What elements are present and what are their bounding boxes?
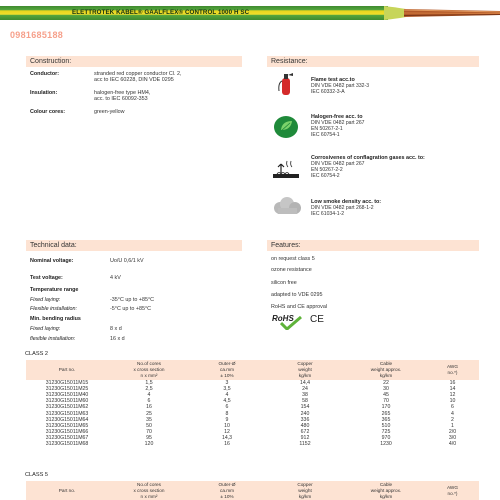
features-heading: Features: xyxy=(267,240,479,251)
table-cell: 31230G15011M65 xyxy=(45,422,89,429)
phone-number: 0981685188 xyxy=(10,30,64,40)
table-cell: 35 xyxy=(146,416,152,423)
halogen-free-title: Halogen-free acc. to xyxy=(311,114,363,120)
table-cell: 2 xyxy=(451,416,454,423)
table-cell: 1230 xyxy=(380,440,392,447)
ce-mark: CE xyxy=(310,314,324,325)
table-cell: 95 xyxy=(146,434,152,441)
feature-item: on request class 5 xyxy=(271,256,315,262)
table-cell: 1152 xyxy=(299,440,311,447)
colour-cores-label: Colour cores: xyxy=(30,109,66,115)
feature-item: silicon free xyxy=(271,280,297,286)
table-cell: 365 xyxy=(381,416,391,423)
table-row xyxy=(26,441,479,447)
table-cell: 14 xyxy=(449,386,456,393)
table-cell: 6 xyxy=(147,398,151,405)
cable-print-text: ELETTROTEK KABEL® GAALFLEX® CONTROL 1000 H SC xyxy=(72,9,250,16)
table-cell: 1 xyxy=(451,422,454,429)
technical-heading: Technical data: xyxy=(26,240,242,251)
table-cell: 12 xyxy=(224,428,230,435)
corrosivenes-line-1: DIN VDE 0482 part 267 xyxy=(311,161,365,167)
table-cell: 30 xyxy=(383,386,389,393)
col-header-awg: AWG no.*) xyxy=(426,360,479,380)
table-header-row xyxy=(26,360,479,380)
table-cell: 4 xyxy=(147,392,151,399)
table-cell: 4 xyxy=(225,392,229,399)
corrosivenes-line-2: EN 50267-2-2 xyxy=(311,167,343,173)
table-cell: 240 xyxy=(300,410,310,417)
table-cell: 10 xyxy=(449,398,456,405)
table-cell: 12 xyxy=(449,392,456,399)
fixed-laying-temp-label: Fixed laying: xyxy=(30,297,61,303)
table-header-row xyxy=(26,481,479,500)
table-cell: 1,5 xyxy=(145,380,153,387)
feature-item: ozone resistance xyxy=(271,267,312,273)
feature-item: adapted to VDE 0295 xyxy=(271,292,323,298)
col-header-part-no: Part no. xyxy=(26,481,108,500)
table-cell: 70 xyxy=(383,398,389,405)
class5-title: CLASS 5 xyxy=(25,472,49,478)
table-cell: 31230G15011M64 xyxy=(45,416,89,423)
insulation-value-2: acc. to IEC 60092-353 xyxy=(94,96,148,102)
table-cell: 672 xyxy=(300,428,310,435)
table-cell: 8 xyxy=(225,410,229,417)
flexible-bend-value: 16 x d xyxy=(110,336,125,342)
conductor-label: Conductor: xyxy=(30,71,60,77)
smoke-cloud-icon xyxy=(270,196,304,216)
table-cell: 4 xyxy=(451,410,454,417)
resistance-heading: Resistance: xyxy=(267,56,479,67)
nominal-voltage-value: Uo/U 0,6/1 kV xyxy=(110,258,144,264)
halogen-free-line-1: DIN VDE 0482 part 267 xyxy=(311,120,365,126)
checkmark-icon xyxy=(280,316,302,330)
rohs-text: RoHS xyxy=(272,314,294,323)
col-header-cores: No.of cores x cross section n x mm² xyxy=(108,481,190,500)
table-cell: 2/0 xyxy=(448,428,457,435)
flexible-temp-value: -5°C up to +85°C xyxy=(110,306,152,312)
table-cell: 50 xyxy=(146,422,152,429)
col-header-copper-weight: Copper weight kg/km xyxy=(264,481,346,500)
col-header-cable-weight: Cable weight approx. kg/km xyxy=(346,360,426,380)
insulation-value-1: halogen-free type HM4, xyxy=(94,90,151,96)
table-cell: 170 xyxy=(381,404,391,411)
fixed-laying-bend-label: Fixed laying: xyxy=(30,326,61,332)
table-cell: 3 xyxy=(225,380,229,387)
cable-banner xyxy=(0,0,500,26)
nominal-voltage-label: Nominal voltage: xyxy=(30,258,74,264)
table-cell: 31230G15011M15 xyxy=(45,380,89,387)
low-smoke-line-1: DIN VDE 0482 part 268-1-2 xyxy=(311,205,374,211)
table-cell: 336 xyxy=(300,416,310,423)
table-cell: 14,3 xyxy=(221,434,233,441)
col-header-outer-diameter: Outer-Ø ca.mm ± 10% xyxy=(190,360,264,380)
fixed-laying-temp-value: -35°C up to +85°C xyxy=(110,297,155,303)
table-cell: 120 xyxy=(144,440,154,447)
feature-item: RoHS and CE approval xyxy=(271,304,328,310)
low-smoke-line-2: IEC 61034-1-2 xyxy=(311,211,345,217)
table-cell: 265 xyxy=(381,410,391,417)
table-cell: 510 xyxy=(381,422,391,429)
table-cell: 31230G15011M66 xyxy=(45,428,89,435)
table-cell: 154 xyxy=(300,404,310,411)
table-cell: 6 xyxy=(225,404,229,411)
copper-conductor-icon xyxy=(384,5,500,21)
table-cell: 725 xyxy=(381,428,391,435)
table-cell: 14,4 xyxy=(299,380,311,387)
col-header-awg: AWG no.*) xyxy=(426,481,479,500)
table-cell: 24 xyxy=(302,386,308,393)
rohs-logo xyxy=(272,313,302,329)
fire-extinguisher-icon xyxy=(276,71,296,97)
corrosivenes-line-3: IEC 60754-2 xyxy=(311,173,340,179)
class2-table xyxy=(26,360,479,447)
table-cell: 3,5 xyxy=(223,386,231,393)
corrosion-icon xyxy=(271,158,301,180)
table-cell: 31230G15011M67 xyxy=(45,434,89,441)
table-cell: 25 xyxy=(146,410,152,417)
table-cell: 912 xyxy=(300,434,310,441)
table-cell: 45 xyxy=(383,392,389,399)
bending-radius-heading: Min. bending radius xyxy=(30,316,81,322)
table-cell: 31230G15011M40 xyxy=(45,392,89,399)
table-cell: 4,5 xyxy=(223,398,231,405)
test-voltage-label: Test voltage: xyxy=(30,275,63,281)
table-cell: 2,5 xyxy=(145,386,153,393)
table-cell: 6 xyxy=(451,404,454,411)
col-header-outer-diameter: Outer-Ø ca.mm ± 10% xyxy=(190,481,264,500)
corrosivenes-title: Corrosivenes of conflagration gases acc. to: xyxy=(311,155,425,161)
col-header-part-no: Part no. xyxy=(26,360,108,380)
table-cell: 10 xyxy=(224,422,230,429)
table-cell: 31230G15011M63 xyxy=(45,410,89,417)
col-header-cable-weight: Cable weight approx. kg/km xyxy=(346,481,426,500)
halogen-free-line-3: IEC 60754-1 xyxy=(311,132,340,138)
halogen-free-line-2: EN 50267-2-1 xyxy=(311,126,343,132)
flame-test-line-1: DIN VDE 0482 part 332-3 xyxy=(311,83,370,89)
conductor-value-2: acc to IEC 60228, DIN VDE 0295 xyxy=(94,77,174,83)
class5-table xyxy=(26,481,479,500)
temperature-range-heading: Temperature range xyxy=(30,287,79,293)
table-cell: 970 xyxy=(381,434,391,441)
insulation-label: Insulation: xyxy=(30,90,58,96)
construction-heading: Construction: xyxy=(26,56,242,67)
table-cell: 22 xyxy=(383,380,389,387)
table-cell: 480 xyxy=(300,422,310,429)
table-cell: 31230G15011M62 xyxy=(45,404,89,411)
table-cell: 70 xyxy=(146,428,152,435)
colour-cores-value: green-yellow xyxy=(94,109,125,115)
conductor-value-1: stranded red copper conductor Cl. 2, xyxy=(94,71,182,77)
table-cell: 16 xyxy=(146,404,152,411)
fixed-laying-bend-value: 8 x d xyxy=(110,326,122,332)
table-cell: 31230G15011M25 xyxy=(45,386,89,393)
table-cell: 3/0 xyxy=(448,434,457,441)
table-cell: 16 xyxy=(224,440,230,447)
table-cell: 4/0 xyxy=(448,440,457,447)
table-cell: 58 xyxy=(302,398,308,405)
flame-test-title: Flame test acc.to xyxy=(311,77,355,83)
flexible-bend-label: flexible installation: xyxy=(30,336,76,342)
flexible-temp-label: Flexible installation: xyxy=(30,306,78,312)
flame-test-line-2: IEC 60332-3-A xyxy=(311,89,345,95)
test-voltage-value: 4 kV xyxy=(110,275,121,281)
table-cell: 16 xyxy=(449,380,456,387)
table-cell: 31230G15011M60 xyxy=(45,398,89,405)
col-header-copper-weight: Copper weight kg/km xyxy=(264,360,346,380)
table-cell: 9 xyxy=(225,416,229,423)
table-cell: 31230G15011M68 xyxy=(45,440,89,447)
table-cell: 38 xyxy=(302,392,308,399)
col-header-cores: No.of cores x cross section n x mm² xyxy=(108,360,190,380)
class2-title: CLASS 2 xyxy=(25,351,49,357)
low-smoke-title: Low smoke density acc. to: xyxy=(311,199,382,205)
halogen-free-leaf-icon xyxy=(272,114,300,140)
